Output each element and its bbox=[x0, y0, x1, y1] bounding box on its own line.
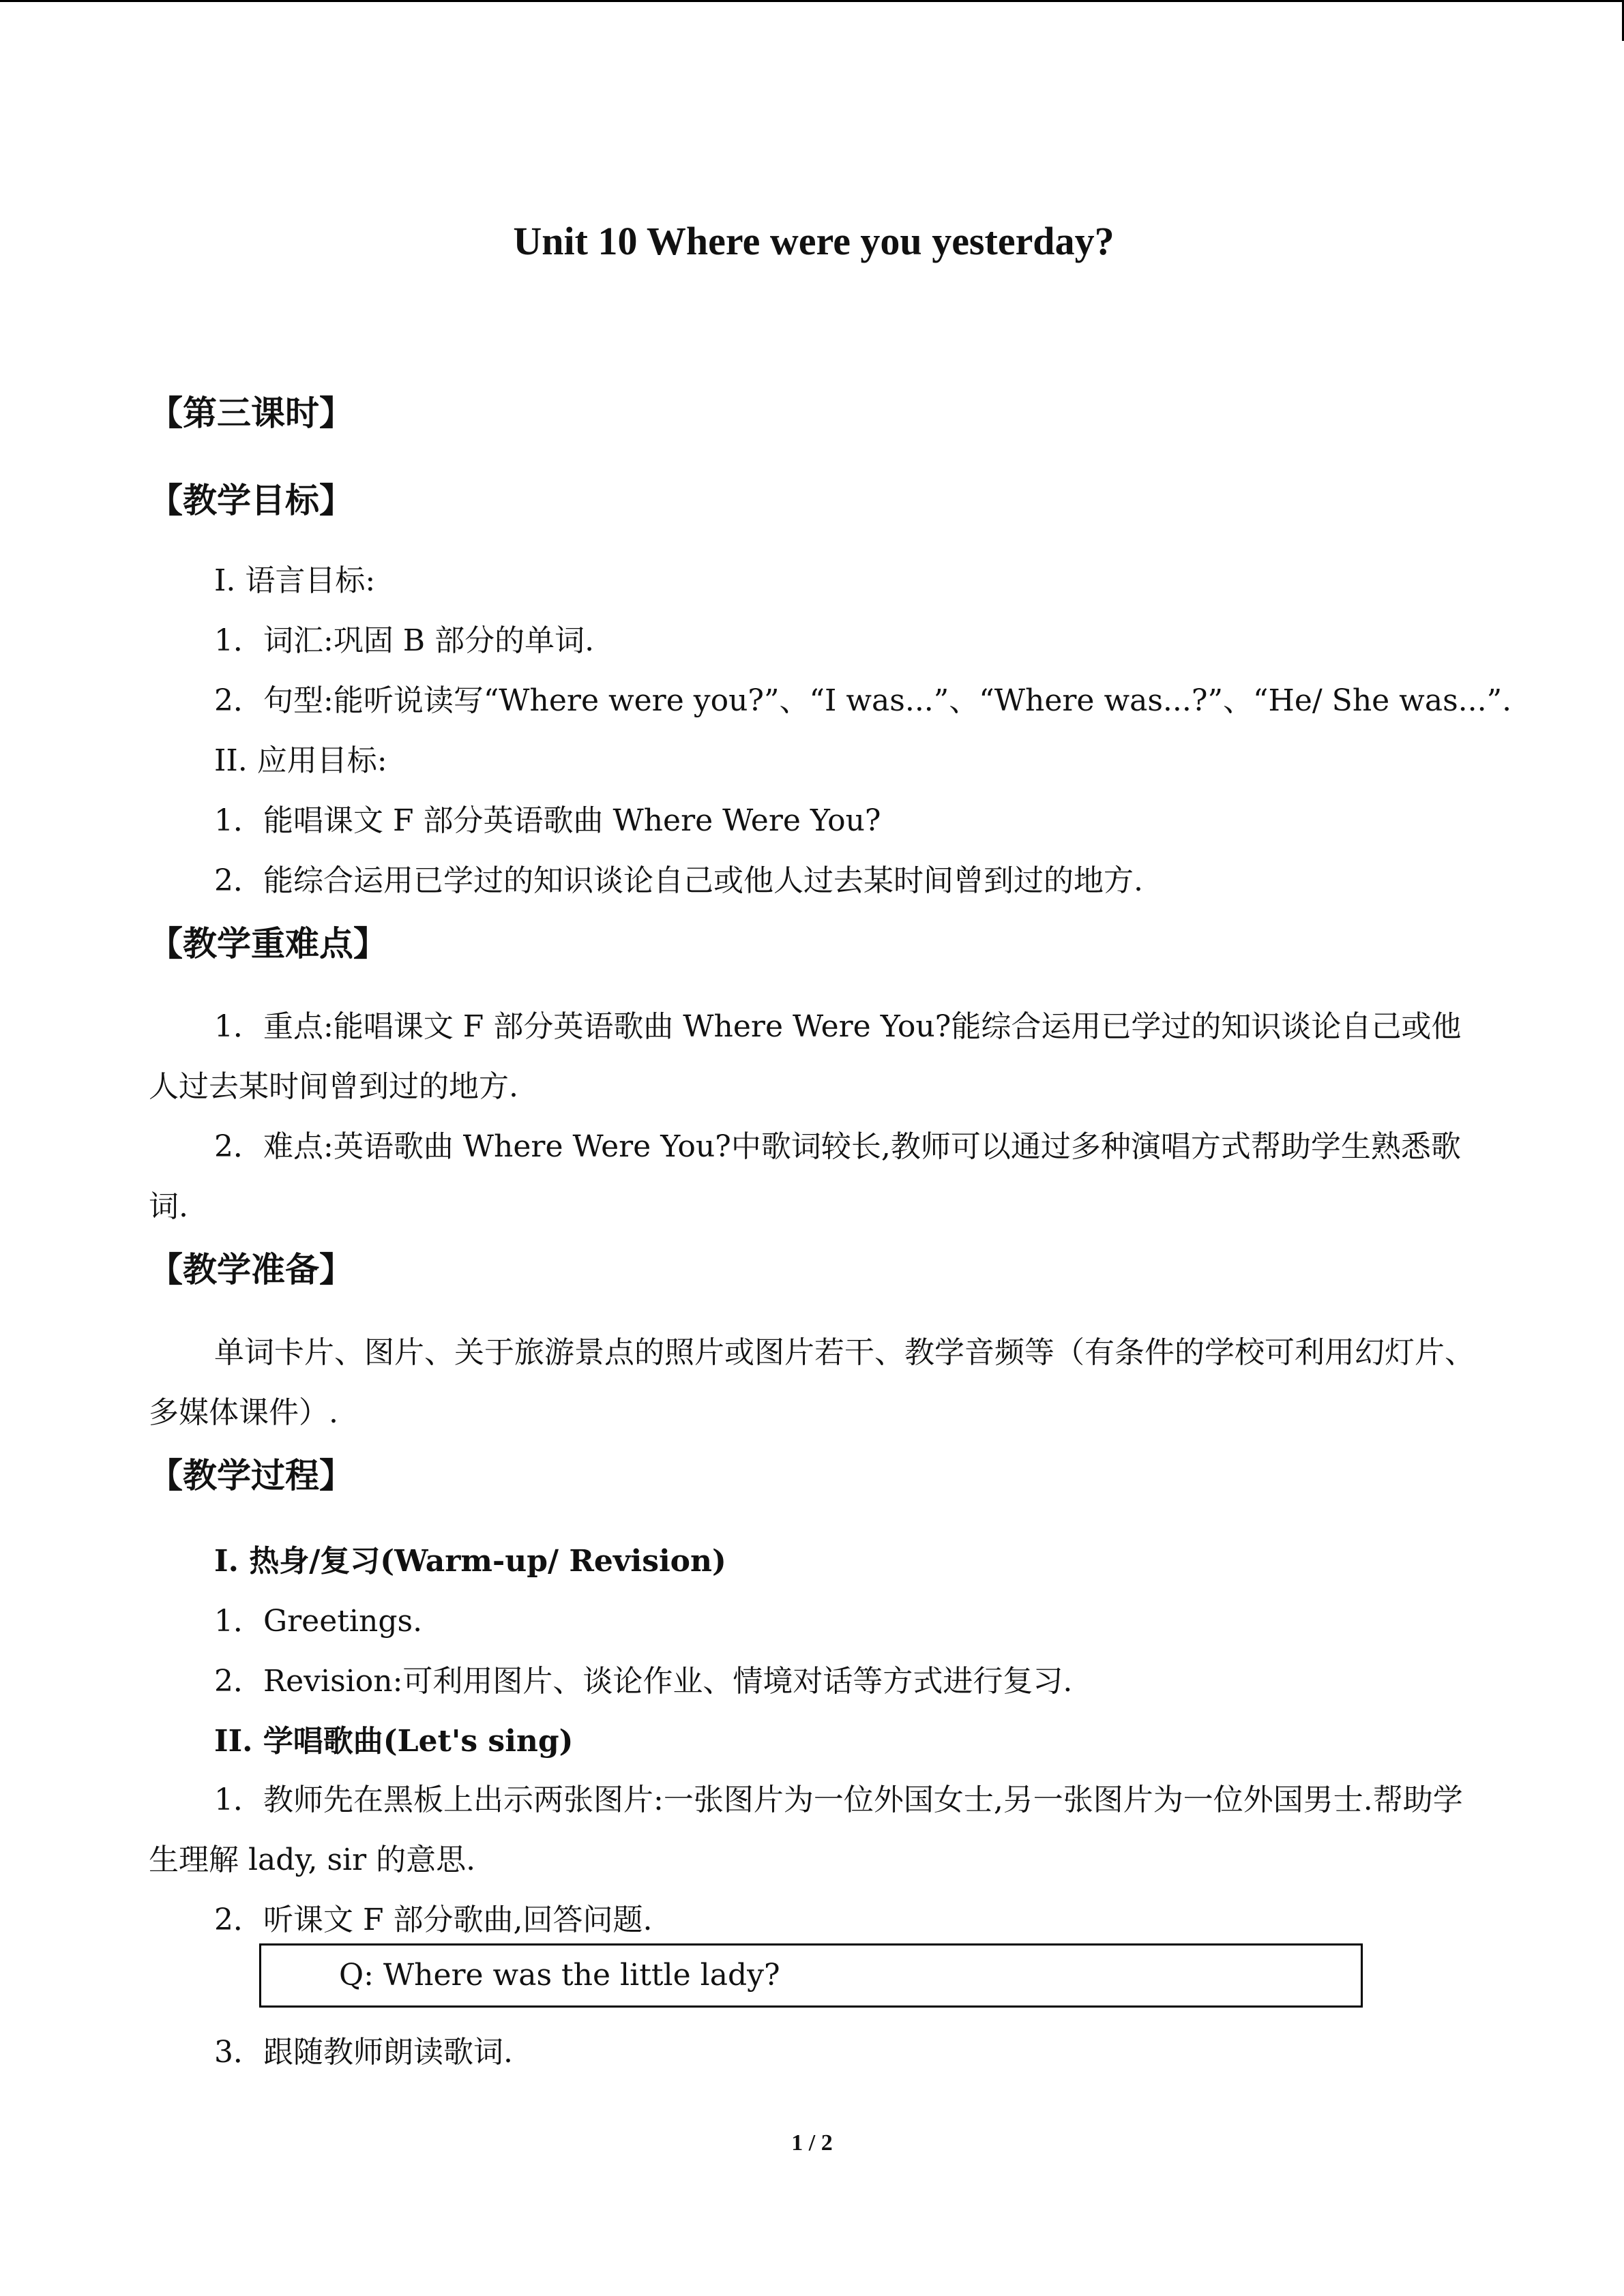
application-goal-item: 1．能唱课文 F 部分英语歌曲 Where Were You? bbox=[214, 803, 881, 838]
process-heading: 【教学过程】 bbox=[149, 1456, 353, 1495]
language-goal-item: 2．句型:能听说读写“Where were you?”、“I was...”、“Where was...?”、“He/ She was...”. bbox=[214, 683, 1512, 718]
preparation-heading: 【教学准备】 bbox=[149, 1250, 353, 1289]
top-border bbox=[0, 0, 1624, 2]
section-warmup-title: I. 热身/复习(Warm-up/ Revision) bbox=[214, 1544, 726, 1579]
question-text: Q: Where was the little lady? bbox=[339, 1958, 780, 1993]
keypoint-item: 2．难点:英语歌曲 Where Were You?中歌词较长,教师可以通过多种演唱方式帮助学生熟悉歌词. bbox=[149, 1129, 1461, 1224]
language-goal-item: 1．词汇:巩固 B 部分的单词. bbox=[214, 623, 595, 658]
page-title: Unit 10 Where were you yesterday? bbox=[513, 219, 1114, 263]
application-goals-title: II. 应用目标: bbox=[214, 743, 387, 778]
application-goal-item: 2．能综合运用已学过的知识谈论自己或他人过去某时间曾到过的地方. bbox=[214, 863, 1143, 898]
question-box bbox=[259, 1943, 1363, 2008]
sing-item: 1．教师先在黑板上出示两张图片:一张图片为一位外国女士,另一张图片为一位外国男士.帮助学生理解 lady, sir 的意思. bbox=[149, 1783, 1463, 1877]
warmup-item: 1．Greetings. bbox=[214, 1604, 423, 1639]
lesson-heading: 【第三课时】 bbox=[149, 393, 353, 433]
objectives-heading: 【教学目标】 bbox=[149, 481, 353, 520]
sing-item: 2．听课文 F 部分歌曲,回答问题. bbox=[214, 1903, 653, 1937]
preparation-text: 单词卡片、图片、关于旅游景点的照片或图片若干、教学音频等（有条件的学校可利用幻灯片、多媒体课件）. bbox=[149, 1335, 1475, 1430]
language-goals-title: I. 语言目标: bbox=[214, 563, 376, 598]
section-sing-title: II. 学唱歌曲(Let's sing) bbox=[214, 1724, 574, 1759]
page-number: 1 / 2 bbox=[791, 2130, 833, 2156]
keypoint-item: 1．重点:能唱课文 F 部分英语歌曲 Where Were You?能综合运用已学过的知识谈论自己或他人过去某时间曾到过的地方. bbox=[149, 1009, 1462, 1104]
sing-item: 3．跟随教师朗读歌词. bbox=[214, 2035, 513, 2070]
keypoints-heading: 【教学重难点】 bbox=[149, 924, 387, 964]
warmup-item: 2．Revision:可利用图片、谈论作业、情境对话等方式进行复习. bbox=[214, 1664, 1073, 1699]
